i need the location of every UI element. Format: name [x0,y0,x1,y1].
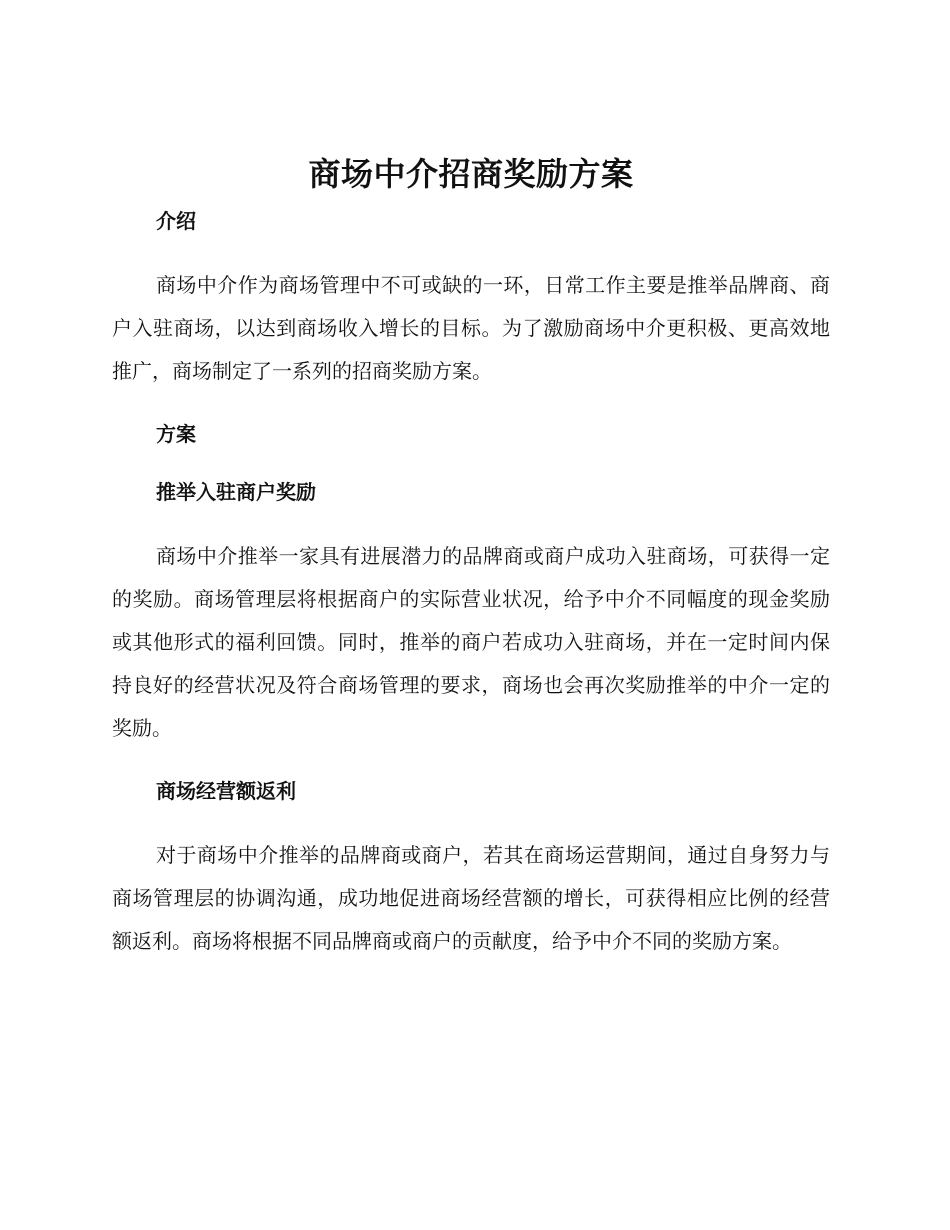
referral-paragraph: 商场中介推举一家具有进展潜力的品牌商或商户成功入驻商场，可获得一定的奖励。商场管理层将根据商户的实际营业状况，给予中介不同幅度的现金奖励或其他形式的福利回馈。同时，推举的商户若成功入驻商场，并在一定时间内保持良好的经营状况及符合商场管理的要求，商场也会再次奖励推举的中介一定的奖励。 [112,544,830,740]
referral-heading: 推举入驻商户奖励 [156,480,316,504]
intro-paragraph: 商场中介作为商场管理中不可或缺的一环，日常工作主要是推举品牌商、商户入驻商场，以达到商场收入增长的目标。为了激励商场中介更积极、更高效地推广，商场制定了一系列的招商奖励方案。 [112,273,830,383]
document-body [112,148,830,963]
rebate-heading: 商场经营额返利 [156,779,296,803]
plan-heading: 方案 [156,422,196,446]
rebate-paragraph: 对于商场中介推举的品牌商或商户，若其在商场运营期间，通过自身努力与商场管理层的协调沟通，成功地促进商场经营额的增长，可获得相应比例的经营额返利。商场将根据不同品牌商或商户的贡献度，给予中介不同的奖励方案。 [112,843,830,953]
page-title: 商场中介招商奖励方案 [308,155,634,193]
intro-heading: 介绍 [156,209,196,233]
